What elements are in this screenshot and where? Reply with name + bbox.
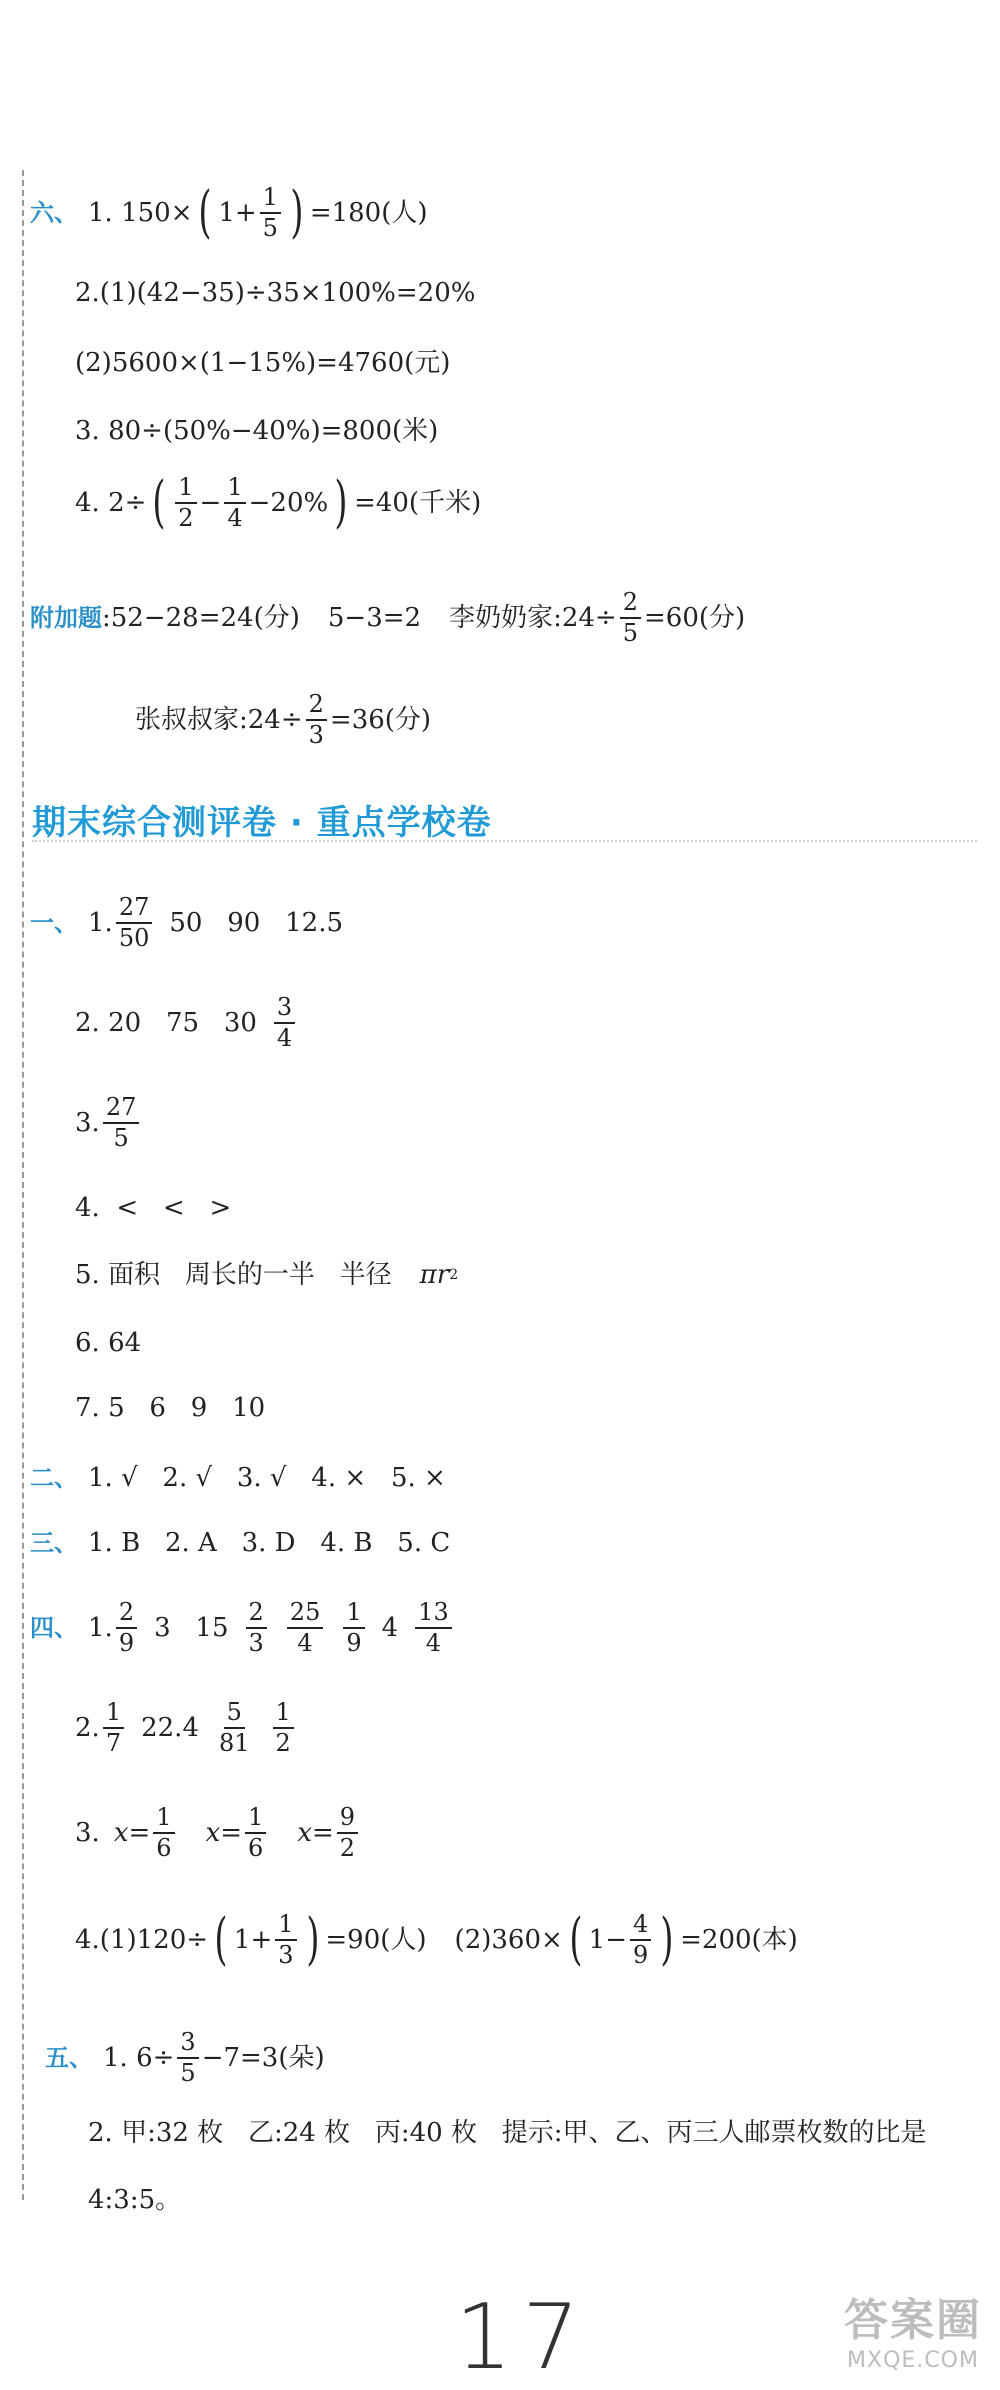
fraction: $\frac{1}{2}$ [273, 1700, 294, 1756]
fraction: $\frac{1}{6}$ [153, 1805, 174, 1861]
part6-q1-oneplus: 1+ [218, 198, 257, 229]
part5-q2-line1: 2. 甲:32 枚 乙:24 枚 丙:40 枚 提示:甲、乙、丙三人邮票枚数的比是 [88, 2118, 927, 2148]
part1-q4: 4. < < > [75, 1193, 232, 1223]
part6-q4: 4. 2÷ ( $\frac{1}{2}$ − $\frac{1}{4}$ −20% ) =40(千米) [75, 470, 482, 536]
bonus-line2: 张叔叔家:24÷ $\frac{2}{3}$ =36(分) [135, 690, 432, 750]
fraction: $\frac{2}{5}$ [620, 590, 641, 646]
part1-q3: 3. $\frac{27}{5}$ [75, 1095, 142, 1151]
left-paren: ( [214, 1907, 228, 1973]
fraction: $\frac{1}{7}$ [103, 1700, 124, 1756]
part4-label: 四、 [30, 1614, 78, 1643]
bonus-line1: 附加题 :52−28=24(分) 5−3=2 李奶奶家:24÷ $\frac{2}{5}$ =60(分) [30, 588, 746, 648]
part1-q1: 一、 1. $\frac{27}{50}$ 50 90 12.5 [30, 893, 344, 953]
fraction: $\frac{9}{2}$ [337, 1805, 358, 1861]
part6-q1-prefix: 1. 150× [88, 198, 193, 229]
part4-q2: 2. $\frac{1}{7}$ 22.4 $\frac{5}{81}$ $\frac{1}{2}$ [75, 1700, 297, 1756]
watermark [844, 2284, 982, 2373]
fraction: $\frac{1}{6}$ [245, 1805, 266, 1861]
right-paren: ) [660, 1907, 674, 1973]
left-paren: ( [198, 180, 212, 246]
part2-label: 二、 [30, 1464, 78, 1492]
part6-q2b: (2)5600×(1−15%)=4760(元) [75, 348, 451, 378]
fraction: $\frac{25}{4}$ [287, 1600, 324, 1656]
part4-q1: 四、 1. $\frac{2}{9}$ 3 15 $\frac{2}{3}$ $\frac{25}{4}$ $\frac{1}{9}$ 4 $\frac{13}{4}$ [30, 1600, 455, 1656]
part1-q7: 7. 5 6 9 10 [75, 1393, 266, 1423]
left-paren: ( [152, 470, 166, 536]
fraction: $\frac{27}{5}$ [103, 1095, 140, 1151]
left-paren: ( [569, 1907, 583, 1973]
fraction: $\frac{4}{9}$ [630, 1912, 651, 1968]
watermark-logo: 答案圈 [844, 2295, 982, 2346]
part6-q2a: 2.(1)(42−35)÷35×100%=20% [75, 278, 476, 308]
watermark-url: MXQE.COM [847, 2348, 979, 2373]
page-number: 17 [455, 2285, 590, 2390]
part6-q3: 3. 80÷(50%−40%)=800(米) [75, 416, 439, 446]
right-paren: ) [305, 1907, 320, 1973]
right-paren: ) [334, 470, 348, 536]
fraction: $\frac{2}{9}$ [116, 1600, 137, 1656]
fraction: $\frac{5}{81}$ [218, 1698, 250, 1758]
fraction: $\frac{13}{4}$ [415, 1600, 452, 1656]
right-paren: ) [290, 180, 304, 246]
fraction: $\frac{2}{3}$ [306, 692, 327, 748]
part6-label: 六、 [30, 199, 78, 228]
fraction: $\frac{3}{4}$ [274, 995, 295, 1051]
part5-q2-line2: 4:3:5。 [88, 2185, 182, 2215]
part3: 三、 1. B 2. A 3. D 4. B 5. C [30, 1528, 451, 1558]
part2: 二、 1. √ 2. √ 3. √ 4. × 5. × [30, 1463, 446, 1493]
part1-q6: 6. 64 [75, 1328, 142, 1358]
part4-q4: 4.(1)120÷ ( 1+ $\frac{1}{3}$ ) =90(人) (2)360× ( 1− $\frac{4}{9}$ ) =200(本) [75, 1907, 798, 1973]
fraction: $\frac{27}{50}$ [116, 895, 153, 951]
fraction: $\frac{1}{4}$ [224, 475, 245, 531]
binding-margin-line [22, 170, 24, 2200]
part6-q1 [30, 180, 428, 246]
fraction: $\frac{1}{5}$ [260, 185, 281, 241]
part5-label: 五、 [45, 2044, 93, 2073]
part5-q1: 五、 1. 6÷ $\frac{3}{5}$ −7=3(朵) [45, 2028, 325, 2088]
fraction: $\frac{2}{3}$ [246, 1600, 267, 1656]
fraction: $\frac{1}{9}$ [343, 1600, 364, 1656]
bonus-label: 附加题 [30, 604, 102, 633]
part1-q2: 2. 20 75 30 $\frac{3}{4}$ [75, 995, 298, 1051]
part6-q1-suffix: =180(人) [309, 198, 428, 229]
part3-label: 三、 [30, 1529, 78, 1557]
part4-q3: 3. x = $\frac{1}{6}$ x = $\frac{1}{6}$ x = $\frac{9}{2}$ [75, 1805, 361, 1861]
part1-label: 一、 [30, 909, 78, 938]
part1-q5: 5. 面积 周长的一半 半径 πr 2 [75, 1260, 459, 1290]
title-divider [32, 840, 977, 842]
fraction: $\frac{1}{3}$ [275, 1912, 296, 1968]
section-title: 期末综合测评卷 · 重点学校卷 [32, 803, 492, 843]
fraction: $\frac{3}{5}$ [177, 2030, 198, 2086]
fraction: $\frac{1}{2}$ [175, 475, 196, 531]
